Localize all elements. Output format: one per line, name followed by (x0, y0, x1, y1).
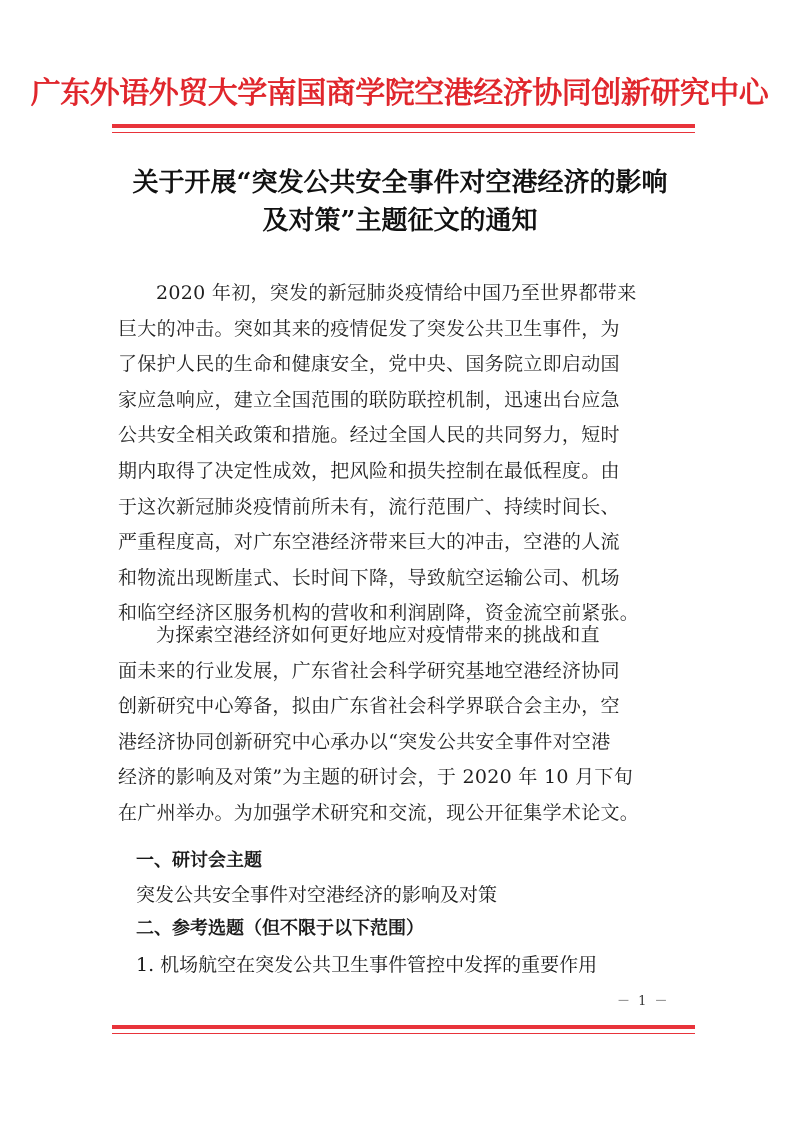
text-line: 和物流出现断崖式、长时间下降，导致航空运输公司、机场 (118, 566, 620, 589)
text-line: 面未来的行业发展，广东省社会科学研究基地空港经济协同 (118, 659, 620, 682)
paragraph-2 (118, 618, 693, 832)
title-line-1: 关于开展“突发公共安全事件对空港经济的影响 (132, 168, 668, 198)
page-number: － 1 － (617, 994, 670, 1009)
header-rule-thick (112, 124, 695, 128)
text-line: 创新研究中心筹备，拟由广东省社会科学界联合会主办，空 (118, 695, 620, 718)
document-title (100, 164, 700, 240)
section-1-heading: 一、研讨会主题 (136, 850, 262, 871)
header-rule-thin (112, 132, 695, 133)
title-line-2: 及对策”主题征文的通知 (262, 206, 538, 236)
text-line: 公共安全相关政策和措施。经过全国人民的共同努力，短时 (118, 424, 620, 447)
text-line: 严重程度高，对广东空港经济带来巨大的冲击，空港的人流 (118, 531, 620, 554)
section-2-item-1: 1. 机场航空在突发公共卫生事件管控中发挥的重要作用 (136, 954, 598, 976)
text-line: 家应急响应，建立全国范围的联防联控机制，迅速出台应急 (118, 388, 620, 411)
text-line: 港经济协同创新研究中心承办以“突发公共安全事件对空港 (118, 730, 611, 753)
section-2-heading: 二、参考选题（但不限于以下范围） (136, 918, 424, 939)
text-line: 了保护人民的生命和健康安全，党中央、国务院立即启动国 (118, 353, 620, 376)
footer-rule-thin (112, 1033, 695, 1034)
text-line: 于这次新冠肺炎疫情前所未有，流行范围广、持续时间长、 (118, 495, 620, 518)
text-line: 期内取得了决定性成效，把风险和损失控制在最低程度。由 (118, 459, 620, 482)
org-header: 广东外语外贸大学南国商学院空港经济协同创新研究中心 (30, 76, 769, 111)
section-1-text: 突发公共安全事件对空港经济的影响及对策 (136, 884, 498, 906)
text-line: 为探索空港经济如何更好地应对疫情带来的挑战和直 (156, 624, 600, 646)
footer-rule-thick (112, 1025, 695, 1029)
text-line: 经济的影响及对策”为主题的研讨会，于 2020 年 10 月下旬 (118, 766, 634, 789)
text-line: 在广州举办。为加强学术研究和交流，现公开征集学术论文。 (118, 801, 640, 824)
text-line: 和临空经济区服务机构的营收和利润剧降，资金流空前紧张。 (118, 602, 640, 625)
text-line: 2020 年初，突发的新冠肺炎疫情给中国乃至世界都带来 (156, 282, 637, 304)
text-line: 巨大的冲击。突如其来的疫情促发了突发公共卫生事件，为 (118, 317, 620, 340)
paragraph-1 (118, 276, 693, 632)
